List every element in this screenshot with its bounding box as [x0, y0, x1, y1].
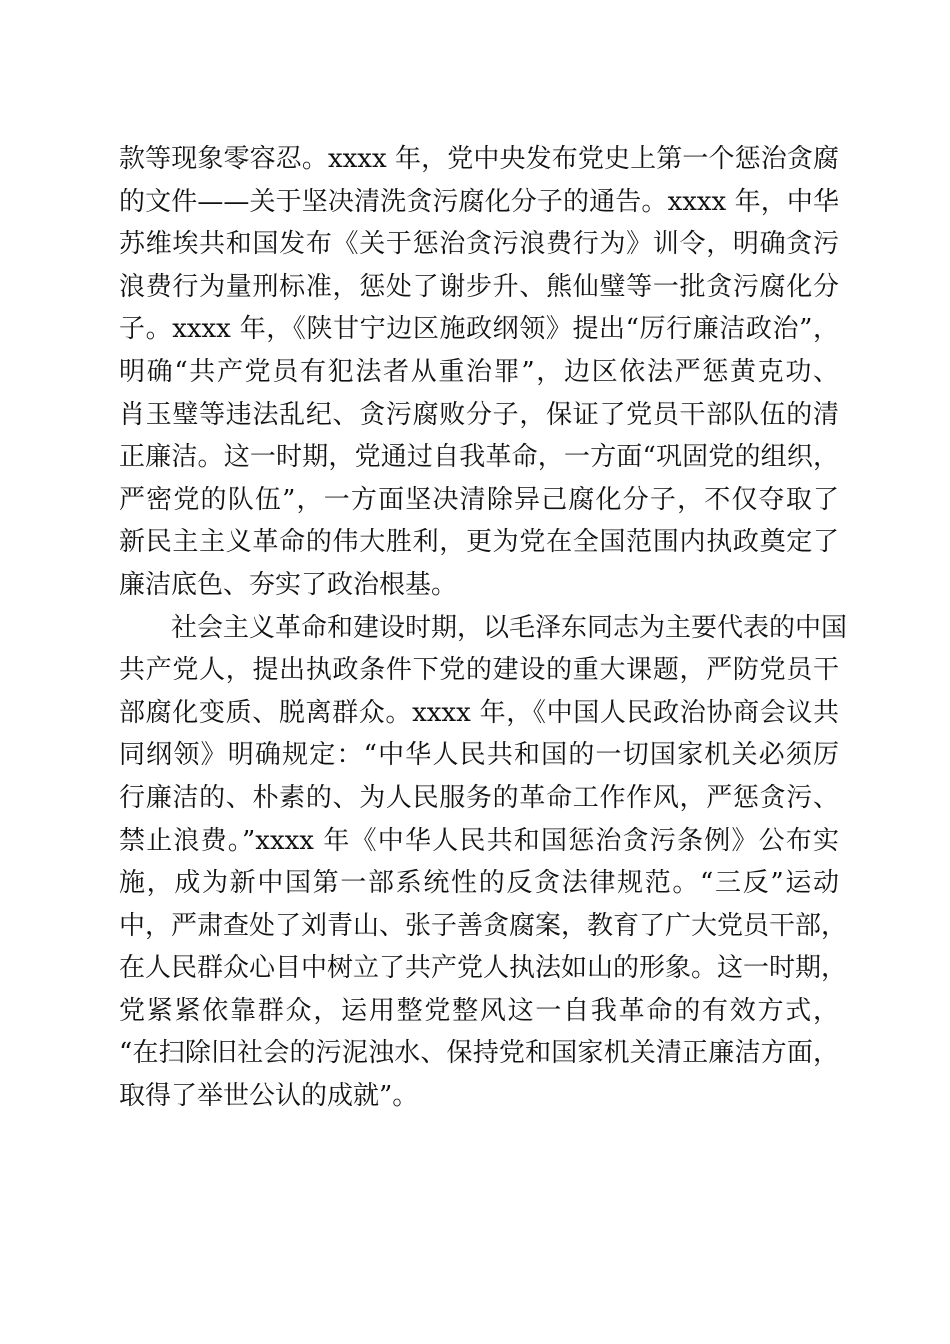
text-line: 正廉洁。这一时期，党通过自我革命，一方面“巩固党的组织， — [119, 442, 839, 473]
text-line: 施，成为新中国第一部系统性的反贪法律规范。“三反”运动 — [119, 868, 839, 899]
text-line: 肖玉璧等违法乱纪、贪污腐败分子，保证了党员干部队伍的清 — [119, 399, 839, 430]
text-line: 党紧紧依靠群众，运用整党整风这一自我革命的有效方式， — [119, 995, 839, 1026]
text-line: 子。xxxx 年，《陕甘宁边区施政纲领》提出“厉行廉洁政治”， — [119, 314, 839, 345]
text-line: 共产党人，提出执政条件下党的建设的重大课题，严防党员干 — [119, 655, 839, 686]
text-line: 新民主主义革命的伟大胜利，更为党在全国范围内执政奠定了 — [119, 527, 839, 558]
text-line: 款等现象零容忍。xxxx 年，党中央发布党史上第一个惩治贪腐 — [119, 144, 839, 174]
text-line: 取得了举世公认的成就”。 — [119, 1081, 419, 1112]
text-line: 中，严肃查处了刘青山、张子善贪腐案，教育了广大党员干部， — [119, 910, 848, 941]
text-line: 社会主义革命和建设时期，以毛泽东同志为主要代表的中国 — [171, 612, 848, 643]
text-line: 苏维埃共和国发布《关于惩治贪污浪费行为》训令，明确贪污 — [119, 229, 839, 260]
text-line: 行廉洁的、朴素的、为人民服务的革命工作作风，严惩贪污、 — [119, 782, 839, 813]
text-line: 浪费行为量刑标准，惩处了谢步升、熊仙璧等一批贪污腐化分 — [119, 271, 839, 302]
text-line: 同纲领》明确规定：“中华人民共和国的一切国家机关必须厉 — [119, 740, 839, 771]
text-line: 明确“共产党员有犯法者从重治罪”，边区依法严惩黄克功、 — [119, 356, 839, 387]
text-line: “在扫除旧社会的污泥浊水、保持党和国家机关清正廉洁方面， — [119, 1038, 839, 1069]
text-line: 在人民群众心目中树立了共产党人执法如山的形象。这一时期， — [119, 953, 848, 984]
body-text — [119, 138, 848, 1118]
text-line: 的文件——关于坚决清洗贪污腐化分子的通告。xxxx 年，中华 — [119, 186, 839, 217]
text-line: 禁止浪费。”xxxx 年《中华人民共和国惩治贪污条例》公布实 — [119, 825, 839, 856]
text-line: 廉洁底色、夯实了政治根基。 — [119, 569, 458, 600]
paragraph-1 — [119, 138, 839, 607]
text-line: 严密党的队伍”，一方面坚决清除异己腐化分子，不仅夺取了 — [119, 484, 839, 515]
text-line: 部腐化变质、脱离群众。xxxx 年，《中国人民政治协商会议共 — [119, 697, 839, 728]
paragraph-2 — [119, 607, 848, 1118]
